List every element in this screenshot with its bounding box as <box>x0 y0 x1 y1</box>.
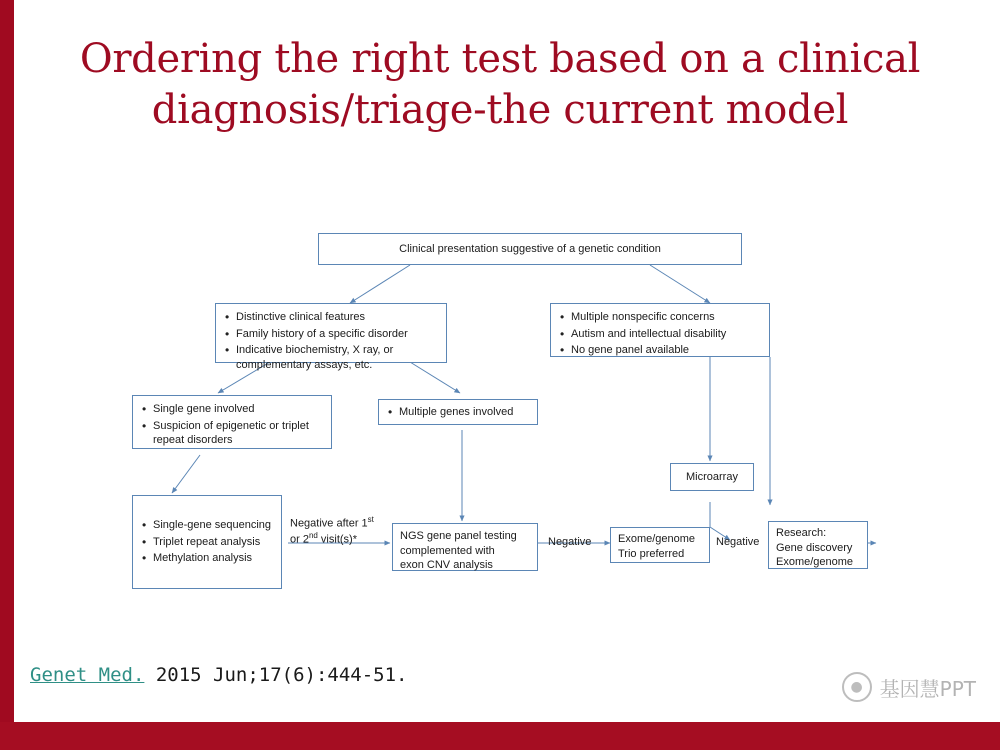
wechat-icon: ● <box>842 672 872 702</box>
node-exome-genome-line1: Exome/genome <box>618 533 696 545</box>
watermark-text: 基因慧PPT <box>879 676 976 701</box>
node-single-gene-tests <box>132 495 282 589</box>
edge-label-negative-after-visits <box>290 515 390 547</box>
node-ngs-panel-line1: NGS gene panel testing <box>400 530 517 542</box>
node-multiple-genes-involved <box>378 399 538 425</box>
flowchart <box>110 215 900 625</box>
list-item: • Suspicion of epigenetic or triplet repeat disorders <box>153 419 323 448</box>
node-presentation-label: Clinical presentation suggestive of a genetic condition <box>399 242 661 255</box>
list-item: • Single-gene sequencing <box>153 518 271 533</box>
citation <box>30 664 408 686</box>
edge-label-sup1: st <box>367 515 374 524</box>
list-item: • Multiple genes involved <box>399 405 513 420</box>
node-microarray-label: Microarray <box>686 470 738 483</box>
node-research-line2: Gene discovery <box>776 541 853 554</box>
list-item: • Triplet repeat analysis <box>153 535 271 550</box>
node-ngs-panel <box>392 523 538 571</box>
list-item: • Indicative biochemistry, X ray, or complementary assays, etc. <box>236 343 438 372</box>
page-title: Ordering the right test based on a clinical diagnosis/triage-the current model <box>79 36 921 134</box>
node-nonspecific-concerns <box>550 303 770 357</box>
list-item: • Single gene involved <box>153 402 323 417</box>
left-accent-bar <box>0 0 14 750</box>
node-research-line1: Research: <box>776 527 827 539</box>
node-microarray <box>670 463 754 491</box>
node-exome-genome <box>610 527 710 563</box>
node-research <box>768 521 868 569</box>
list-item: • Multiple nonspecific concerns <box>571 310 761 325</box>
list-item: • Family history of a specific disorder <box>236 327 438 342</box>
bottom-accent-bar <box>0 722 1000 750</box>
node-distinctive-features <box>215 303 447 372</box>
node-ngs-panel-line2: complemented with <box>400 544 495 557</box>
edge-label-line2: or 2 <box>290 533 309 546</box>
node-exome-genome-line2: Trio preferred <box>618 547 685 560</box>
node-ngs-panel-line3: exon CNV analysis <box>400 559 493 572</box>
edge-label-line1: Negative after 1 <box>290 517 368 530</box>
citation-details: 2015 Jun;17(6):444-51. <box>144 664 408 686</box>
node-research-line3: Exome/genome <box>776 556 854 569</box>
watermark <box>842 672 976 702</box>
edge-label-negative-2: Negative <box>716 536 760 548</box>
list-item: • No gene panel available <box>571 343 761 358</box>
edge-label-line2-tail: visit(s)* <box>317 533 357 546</box>
edge-label-sup2: nd <box>308 530 318 540</box>
node-single-gene-involved <box>132 395 332 449</box>
edge-label-negative-1: Negative <box>548 536 592 548</box>
journal-link[interactable]: Genet Med. <box>30 664 145 686</box>
list-item: • Autism and intellectual disability <box>571 327 761 342</box>
node-presentation <box>318 233 742 265</box>
list-item: • Methylation analysis <box>153 551 271 566</box>
list-item: • Distinctive clinical features <box>236 310 438 325</box>
